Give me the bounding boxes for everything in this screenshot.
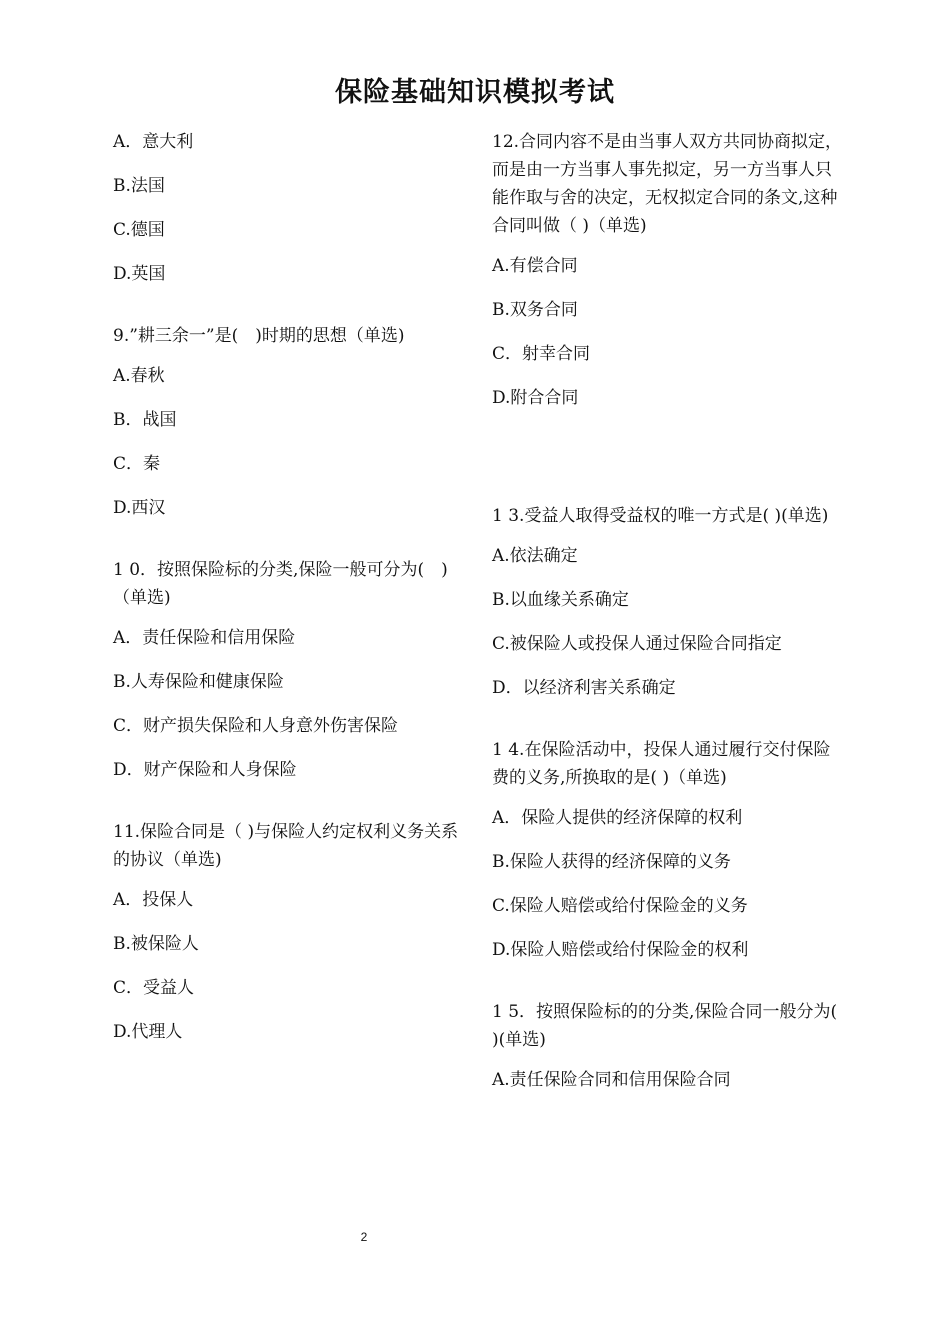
option: A.依法确定: [492, 546, 578, 566]
option: D.西汉: [113, 498, 166, 518]
option: C.德国: [113, 220, 165, 240]
option: C.保险人赔偿或给付保险金的义务: [492, 896, 748, 916]
question-8-options: [113, 128, 468, 288]
question-9: [113, 322, 468, 522]
question-stem: 1 4.在保险活动中，投保人通过履行交付保险费的义务,所换取的是( )（单选): [492, 740, 831, 788]
question-stem: 11.保险合同是（ )与保险人约定权利义务关系的协议（单选): [113, 822, 459, 870]
left-column: [113, 128, 468, 1062]
question-stem: 9.”耕三余一”是( )时期的思想（单选): [113, 326, 405, 346]
option: A．责任保险和信用保险: [113, 628, 296, 648]
option: D.英国: [113, 264, 166, 284]
option: D.保险人赔偿或给付保险金的权利: [492, 940, 749, 960]
page-title: 保险基础知识模拟考试: [335, 77, 615, 108]
question-stem: 1 3.受益人取得受益权的唯一方式是( )(单选): [492, 506, 829, 526]
question-stem: 1 0．按照保险标的分类,保险一般可分为( )（单选): [113, 560, 448, 608]
option: B．战国: [113, 410, 177, 430]
question-stem: 12.合同内容不是由当事人双方共同协商拟定，而是由一方当事人事先拟定，另一方当事人只能作取与舍的决定，无权拟定合同的条文,这种合同叫做（ )（单选): [492, 132, 843, 236]
option: C.被保险人或投保人通过保险合同指定: [492, 634, 782, 654]
option: B.法国: [113, 176, 165, 196]
page-number: 2: [360, 1230, 368, 1244]
question-14: [492, 736, 847, 964]
option: C．受益人: [113, 978, 195, 998]
option: B.人寿保险和健康保险: [113, 672, 284, 692]
option: A．保险人提供的经济保障的权利: [492, 808, 743, 828]
option: B.以血缘关系确定: [492, 590, 629, 610]
option: B.保险人获得的经济保障的义务: [492, 852, 731, 872]
option: A.春秋: [113, 366, 165, 386]
option: A．意大利: [113, 132, 194, 152]
option: B.被保险人: [113, 934, 199, 954]
question-11: [113, 818, 468, 1046]
option: A.责任保险合同和信用保险合同: [492, 1070, 731, 1090]
option: D．以经济利害关系确定: [492, 678, 676, 698]
option: A．投保人: [113, 890, 194, 910]
option: A.有偿合同: [492, 256, 578, 276]
question-stem: 1 5．按照保险标的的分类,保险合同一般分为( )(单选): [492, 1002, 838, 1050]
question-13: [492, 502, 847, 702]
option: D．财产保险和人身保险: [113, 760, 297, 780]
right-column: [492, 128, 847, 1110]
question-15: [492, 998, 847, 1094]
option: D.代理人: [113, 1022, 183, 1042]
option: D.附合合同: [492, 388, 579, 408]
question-12: [492, 128, 847, 412]
option: C．财产损失保险和人身意外伤害保险: [113, 716, 399, 736]
option: B.双务合同: [492, 300, 578, 320]
option: C．射幸合同: [492, 344, 591, 364]
question-10: [113, 556, 468, 784]
option: C．秦: [113, 454, 161, 474]
